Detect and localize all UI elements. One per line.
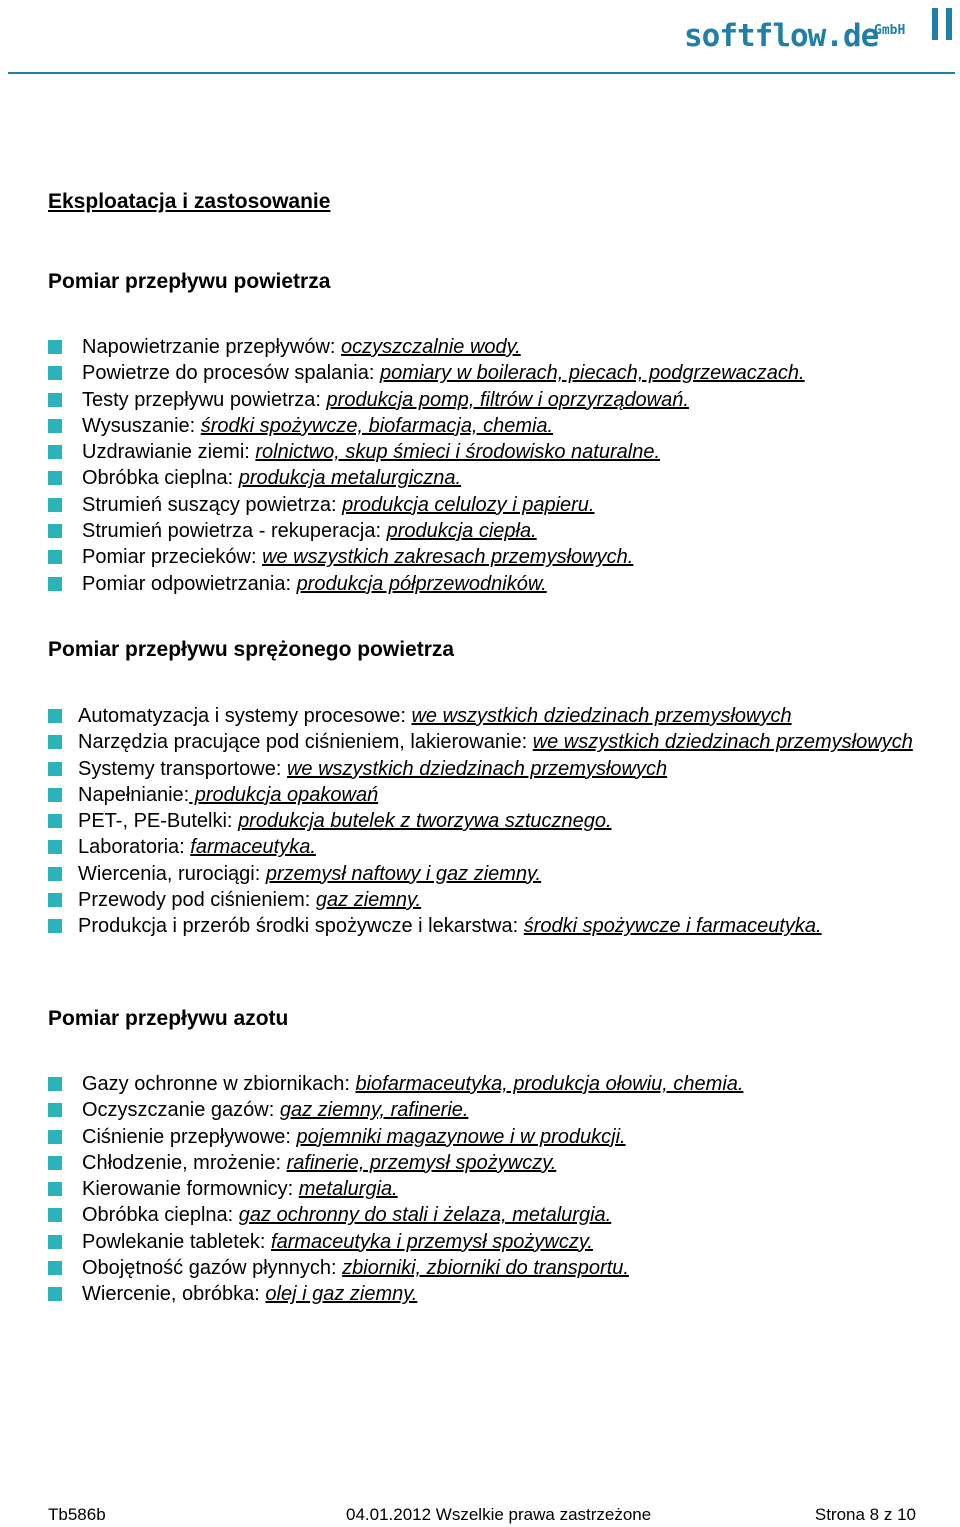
item-label: Testy przepływu powietrza:: [82, 388, 327, 411]
item-label: Obojętność gazów płynnych:: [82, 1257, 343, 1280]
item-link[interactable]: oczyszczalnie wody.: [341, 336, 521, 358]
item-label: Kierowanie formownicy:: [82, 1178, 299, 1201]
item-link[interactable]: gaz ziemny, rafinerie.: [279, 1099, 469, 1122]
footer-page-number: Strona 8 z 10: [814, 1505, 916, 1524]
list-item: [48, 1229, 928, 1255]
square-bullet-icon: [48, 735, 62, 749]
section-title: Pomiar przepływu powietrza: [48, 270, 331, 293]
list-item: [48, 387, 928, 413]
list-item: [48, 861, 928, 887]
square-bullet-icon: [48, 340, 62, 354]
list-item: [48, 782, 928, 808]
square-bullet-icon: [48, 893, 62, 907]
footer-doc-code: Tb586b: [48, 1505, 106, 1524]
item-link[interactable]: środki spożywcze, biofarmacja, chemia.: [200, 414, 554, 437]
list-item: [48, 571, 928, 597]
list-item: [48, 703, 928, 729]
logo-bar-icon: [946, 8, 952, 40]
square-bullet-icon: [48, 1103, 62, 1117]
item-link[interactable]: produkcja butelek z tworzywa sztucznego.: [238, 810, 612, 833]
list-item: [48, 834, 928, 860]
list-item: [48, 887, 928, 913]
square-bullet-icon: [48, 1261, 62, 1275]
item-link[interactable]: we wszystkich dziedzinach przemysłowych: [532, 731, 913, 754]
square-bullet-icon: [48, 1208, 62, 1222]
item-link[interactable]: produkcja pomp, filtrów i oprzyrządowań.: [326, 388, 689, 411]
list-item: [48, 465, 928, 491]
square-bullet-icon: [48, 471, 62, 485]
item-label: Oczyszczanie gazów:: [82, 1099, 280, 1122]
item-label: Automatyzacja i systemy procesowe:: [78, 705, 412, 727]
item-link[interactable]: rafinerie, przemysł spożywczy.: [286, 1151, 557, 1174]
item-link[interactable]: produkcja półprzewodników.: [296, 572, 547, 595]
square-bullet-icon: [48, 419, 62, 433]
list-item: [48, 413, 928, 439]
list-item: [48, 360, 928, 386]
square-bullet-icon: [48, 498, 62, 512]
list-item: [48, 1176, 928, 1202]
item-link[interactable]: produkcja metalurgiczna.: [238, 467, 462, 490]
square-bullet-icon: [48, 788, 62, 802]
square-bullet-icon: [48, 919, 62, 933]
item-link[interactable]: gaz ziemny.: [315, 889, 422, 912]
square-bullet-icon: [48, 1077, 62, 1091]
square-bullet-icon: [48, 1130, 62, 1144]
item-list: [48, 1071, 928, 1308]
square-bullet-icon: [48, 1287, 62, 1301]
section-title: Pomiar przepływu sprężonego powietrza: [48, 638, 455, 661]
list-item: [48, 1071, 928, 1097]
square-bullet-icon: [48, 445, 62, 459]
section-nitrogen-flow: [48, 1005, 928, 1308]
item-label: Systemy transportowe:: [78, 757, 287, 780]
item-label: Wysuszanie:: [82, 414, 201, 437]
section-air-flow: [48, 268, 928, 597]
list-item: [48, 518, 928, 544]
item-label: Obróbka cieplna:: [82, 1204, 239, 1227]
item-link[interactable]: we wszystkich dziedzinach przemysłowych: [286, 757, 668, 780]
item-link[interactable]: produkcja ciepła.: [386, 520, 537, 543]
item-label: Strumień powietrza - rekuperacja:: [82, 520, 387, 543]
section-compressed-air-flow: [48, 636, 928, 940]
item-label: Napowietrzanie przepływów:: [82, 336, 342, 358]
list-item: [48, 1124, 928, 1150]
item-label: Pomiar odpowietrzania:: [82, 572, 297, 595]
item-link[interactable]: we wszystkich zakresach przemysłowych.: [262, 546, 634, 569]
item-link[interactable]: biofarmaceutyka, produkcja ołowiu, chemia.: [355, 1073, 744, 1095]
square-bullet-icon: [48, 524, 62, 538]
item-link[interactable]: metalurgia.: [298, 1178, 398, 1201]
list-item: [48, 913, 928, 939]
item-label: Napełnianie:: [78, 783, 190, 806]
list-item: [48, 544, 928, 570]
square-bullet-icon: [48, 867, 62, 881]
square-bullet-icon: [48, 1182, 62, 1196]
page-title: Eksploatacja i zastosowanie: [48, 190, 331, 213]
list-item: [48, 808, 928, 834]
square-bullet-icon: [48, 762, 62, 776]
item-label: Uzdrawianie ziemi:: [82, 441, 256, 464]
square-bullet-icon: [48, 550, 62, 564]
square-bullet-icon: [48, 366, 62, 380]
list-item: [48, 1281, 928, 1307]
item-link[interactable]: pomiary w boilerach, piecach, podgrzewaczach.: [379, 362, 805, 385]
list-item: [48, 1097, 928, 1123]
square-bullet-icon: [48, 1156, 62, 1170]
list-item: [48, 492, 928, 518]
list-item: [48, 729, 928, 755]
item-label: Pomiar przecieków:: [82, 546, 263, 569]
list-item: [48, 756, 928, 782]
logo-bar-icon: [932, 8, 938, 40]
item-list: [48, 334, 928, 597]
item-label: Strumień suszący powietrza:: [82, 493, 343, 516]
item-label: Ciśnienie przepływowe:: [82, 1125, 297, 1148]
item-label: Przewody pod ciśnieniem:: [78, 889, 316, 912]
list-item: [48, 334, 928, 360]
list-item: [48, 439, 928, 465]
square-bullet-icon: [48, 709, 62, 723]
item-label: Laboratoria:: [78, 836, 191, 859]
square-bullet-icon: [48, 814, 62, 828]
section-title: Pomiar przepływu azotu: [48, 1007, 289, 1030]
item-list: [48, 703, 928, 940]
company-logo: [684, 4, 956, 56]
item-link[interactable]: farmaceutyka i przemysł spożywczy.: [271, 1230, 593, 1253]
item-link[interactable]: pojemniki magazynowe i w produkcji.: [296, 1125, 626, 1148]
logo-text: softflow.de: [684, 18, 879, 54]
item-label: Powietrze do procesów spalania:: [82, 362, 380, 385]
logo-suffix: GmbH: [874, 23, 906, 38]
header-divider: [8, 72, 955, 74]
item-label: Narzędzia pracujące pod ciśnieniem, lakierowanie:: [78, 731, 533, 754]
square-bullet-icon: [48, 577, 62, 591]
footer-date-rights: 04.01.2012 Wszelkie prawa zastrzeżone: [346, 1505, 652, 1524]
item-link[interactable]: przemysł naftowy i gaz ziemny.: [265, 862, 542, 885]
item-link[interactable]: produkcja opakowań: [189, 783, 379, 806]
item-link[interactable]: produkcja celulozy i papieru.: [342, 493, 595, 516]
item-link[interactable]: zbiorniki, zbiorniki do transportu.: [342, 1257, 629, 1280]
list-item: [48, 1202, 928, 1228]
item-label: Wiercenia, rurociągi:: [78, 862, 266, 885]
item-link[interactable]: rolnictwo, skup śmieci i środowisko naturalne.: [255, 441, 660, 464]
list-item: [48, 1150, 928, 1176]
square-bullet-icon: [48, 1235, 62, 1249]
item-link[interactable]: olej i gaz ziemny.: [265, 1283, 418, 1306]
item-label: Gazy ochronne w zbiornikach:: [82, 1073, 356, 1095]
item-label: Produkcja i przerób środki spożywcze i lekarstwa:: [78, 915, 524, 938]
square-bullet-icon: [48, 393, 62, 407]
item-link[interactable]: farmaceutyka.: [190, 836, 316, 859]
item-label: Obróbka cieplna:: [82, 467, 239, 490]
item-label: Chłodzenie, mrożenie:: [82, 1151, 287, 1174]
item-link[interactable]: we wszystkich dziedzinach przemysłowych: [411, 705, 792, 727]
item-label: Powlekanie tabletek:: [82, 1230, 272, 1253]
item-label: PET-, PE-Butelki:: [78, 810, 239, 833]
square-bullet-icon: [48, 840, 62, 854]
item-link[interactable]: gaz ochronny do stali i żelaza, metalurgia.: [238, 1204, 612, 1227]
list-item: [48, 1255, 928, 1281]
item-link[interactable]: środki spożywcze i farmaceutyka.: [523, 915, 822, 938]
item-label: Wiercenie, obróbka:: [82, 1283, 266, 1306]
